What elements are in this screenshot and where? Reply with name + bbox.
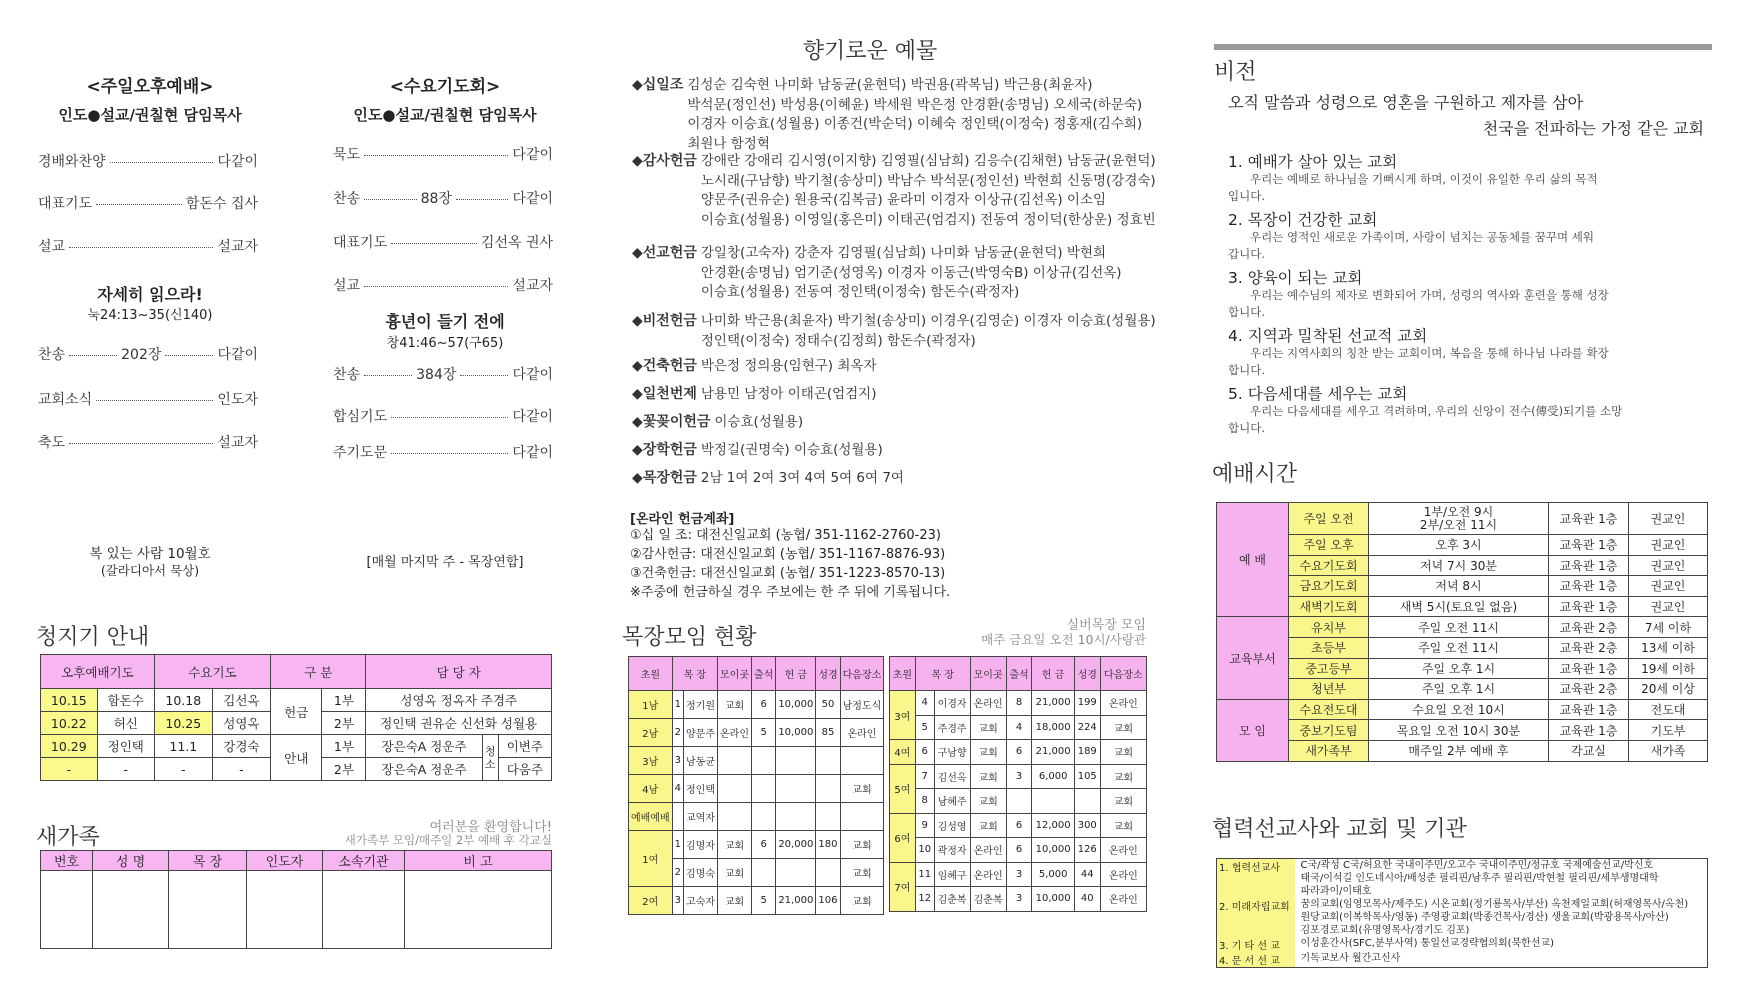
worship-row: 새가족부 매주일 2부 예배 후 각교실 새가족 — [1217, 740, 1708, 761]
vision-item-desc: 우리는 예배로 하나님을 기뻐시게 하며, 이것이 유일한 우리 삶의 목적 — [1250, 172, 1598, 186]
newfamily-title: 새가족 — [36, 825, 100, 850]
offering-label: ◆꽃꽂이헌금 — [632, 414, 711, 430]
blessed-sub: (갈라디아서 묵상) — [100, 563, 200, 578]
offering-names: 나미화 박근용(최윤자) 박기철(송상미) 이경우(김영순) 이경자 이승효(성월용) 정인택(이정숙) 정태수(김정희) 함돈수(곽정자) — [700, 313, 1156, 349]
mokjang-row: 4여 6 구남향 교회 6 21,000 189 교회 — [890, 740, 1147, 765]
offering-item — [632, 385, 876, 405]
vision-line2: 천국을 전파하는 가정 같은 교회 — [1482, 119, 1704, 138]
offering-item — [632, 76, 1142, 154]
offering-label: ◆비전헌금 — [632, 313, 697, 329]
sunday-service-title: <주일오후예배> — [86, 77, 214, 97]
order-row: 합심기도 다같이 — [333, 409, 553, 425]
mokjang-row: 2여 3 고숙자 교회 5 21,000 106 교회 — [629, 887, 884, 915]
cleaning-table: 오후예배기도 수요기도 구 분 담 당 자 10.15 함돈수 10.18 김선옥 헌금 1부 성영옥 정옥자 주경주 10.22 허신 10.25 성영옥 2부 정인택 권유순 신선화 성월용 10.29 정인택 11.1 강경숙 안내 1부 장은숙A 정운주 청소 이변주 - - - - 2부 장은숙A 정운주 다움주 — [40, 654, 552, 781]
order-row: 경배와찬양 다같이 — [38, 154, 258, 170]
wed-service-title: <수요기도회> — [389, 77, 501, 97]
offering-label: ◆건축헌금 — [632, 358, 697, 374]
vision-bar — [1214, 44, 1712, 50]
offering-names: 강일창(고숙자) 강춘자 김영필(심남희) 나미화 남동균(윤현덕) 박현희 안경환(송명님) 엄기준(성영옥) 이경자 이동근(박영숙B) 이상규(김선옥) 이승효(성월용) 전동여 정인택(이정숙) 함돈수(곽정자) — [700, 245, 1122, 300]
mission-row: 4. 문 서 선 교 기독교보사 월간고신사 — [1217, 952, 1708, 968]
offering-item — [632, 312, 1156, 351]
mokjang-title: 목장모임 현황 — [622, 625, 757, 650]
sermon-title: 자세히 읽으라! — [97, 285, 203, 304]
worship-row: 주일 오후 오후 3시 교육관 1층 권교인 — [1217, 535, 1708, 556]
order-row: 교회소식 인도자 — [38, 392, 258, 408]
offering-names: 박정길(권명숙) 이승효(성월용) — [700, 442, 883, 458]
vision-item-heading: 5. 다음세대를 세우는 교회 — [1228, 385, 1408, 403]
worship-row: 중고등부 주일 오후 1시 교육관 1층 19세 이하 — [1217, 658, 1708, 679]
offering-title: 향기로운 예물 — [802, 39, 938, 64]
worship-row: 모 임 수요전도대 수요일 오전 10시 교육관 1층 전도대 — [1217, 699, 1708, 720]
offering-label: ◆감사헌금 — [632, 153, 697, 169]
mission-row: 1. 협력선교사 C국/곽성 C국/허요한 국내이주민/오고수 국내이주민/정규호 국제예술선교/박신호 태국/이석길 인도네시아/배성준 필리핀/남후주 필리핀/박현철 필리핀/세부생명대학 파라과이/이태호 — [1217, 859, 1708, 899]
order-row: 대표기도 함돈수 집사 — [38, 196, 258, 212]
offering-item — [632, 152, 1156, 230]
worship-row: 중보기도팀 목요일 오전 10시 30분 교육관 1층 기도부 — [1217, 720, 1708, 741]
order-row: 찬송 202장 다같이 — [38, 347, 259, 363]
worship-row: 금요기도회 저녁 8시 교육관 1층 권교인 — [1217, 576, 1708, 597]
blessed-title: 복 있는 사람 10월호 — [89, 546, 211, 562]
order-row: 설교 설교자 — [38, 239, 258, 255]
monthly-note: [매월 마지막 주 - 목장연합] — [366, 555, 524, 570]
sermon-ref: 창41:46~57(구65) — [386, 336, 504, 351]
offering-item — [632, 441, 883, 461]
worship-row: 교육부서 유치부 주일 오전 11시 교육관 2층 7세 이하 — [1217, 617, 1708, 638]
vision-item-heading: 4. 지역과 밀착된 선교적 교회 — [1228, 327, 1428, 345]
vision-item-heading: 3. 양육이 되는 교회 — [1228, 269, 1363, 287]
offering-names: 남용민 남정아 이태곤(엄검지) — [700, 386, 877, 402]
order-row: 축도 설교자 — [38, 435, 258, 451]
offering-names: 이승효(성월용) — [714, 414, 804, 430]
offering-item — [632, 469, 904, 489]
offering-item — [632, 244, 1122, 303]
silver-meeting-time: 매주 금요일 오전 10시/사랑관 — [981, 632, 1146, 647]
vision-item-heading: 1. 예배가 살아 있는 교회 — [1228, 153, 1398, 171]
mokjang-row: 3남 3 남동균 — [629, 747, 884, 775]
offering-item — [632, 413, 803, 433]
newfamily-table: 번호 성 명 목 장 인도자 소속기관 비 고 — [40, 850, 552, 949]
vision-item-desc: 우리는 다음세대를 세우고 격려하며, 우리의 신앙이 전수(傳受)되기를 소망 — [1250, 404, 1623, 418]
worship-row: 수요기도회 저녁 7시 30분 교육관 1층 권교인 — [1217, 555, 1708, 576]
order-row: 설교 설교자 — [333, 278, 553, 294]
missions-title: 협력선교사와 교회 및 기관 — [1212, 817, 1467, 842]
mokjang-row: 예배예배 교역자 — [629, 803, 884, 831]
mokjang-row: 7여 11 임혜구 온라인 3 5,000 44 온라인 — [890, 862, 1147, 887]
offering-names: 2남 1여 2여 3여 4여 5여 6여 7여 — [700, 470, 904, 486]
order-row: 주기도문 다같이 — [333, 445, 553, 461]
order-row: 묵도 다같이 — [333, 147, 553, 163]
mokjang-row: 1남 1 정기원 교회 6 10,000 50 남정도식 — [629, 691, 884, 719]
vision-item-desc: 우리는 영적인 새로운 가족이며, 사랑이 넘치는 공동체를 꿈꾸며 세워 — [1250, 230, 1594, 244]
online-accounts: ①십 일 조: 대전신일교회 (농협/ 351-1162-2760-23) ②감사헌금: 대전신일교회 (농협/ 351-1167-8876-93) ③건축헌금: 대전신일교회 (농협/ 351-1223-8570-13) ※주중에 헌금하실 경우 주보에는 한 주 뒤에 기록됩니다. — [630, 528, 951, 600]
mokjang-row: 4남 4 정인택 교회 — [629, 775, 884, 803]
offering-names: 강애란 강애리 김시영(이지향) 김영필(심남희) 김응수(김채현) 남동균(윤현덕) 노시래(구남향) 박기철(송상미) 박남수 박석문(정인선) 박현희 신동명(강경숙) 양문주(권유순) 원용국(김복금) 윤라미 이경자 이상규(김선옥) 이소임 이승효(성월용) 이영일(홍은미) 이태곤(엄검지) 전동여 정이덕(한상운) 정효빈 — [700, 153, 1156, 228]
missions-table — [1216, 858, 1708, 968]
mokjang-table-right: 초원 목 장 모이곳 출석 헌 금 성경 다음장소 3여 4 이경자 온라인 8 21,000 199 온라인 5 주경주 교회 4 18,000 224 교회 4여 6 구남향 교회 6 21,000 189 교회 5여 7 김선옥 교회 3 6,000 105 교회 8 남혜주 교회 교회 6여 9 김성영 교회 6 12,000 300 교회 10 곽정자 온라인 6 10,000 126 온라인 7여 11 임혜구 온라인 3 5,000 44 온라인 12 김춘복 김춘복 3 10,000 40 온라인 — [889, 656, 1147, 912]
mokjang-row: 5여 7 김선옥 교회 3 6,000 105 교회 — [890, 764, 1147, 789]
online-title: [온라인 헌금계좌] — [630, 512, 735, 527]
sermon-ref: 눅24:13~35(신140) — [87, 308, 213, 323]
offering-label: ◆선교헌금 — [632, 245, 697, 261]
sunday-service-leader: 인도●설교/권칠현 담임목사 — [58, 106, 242, 124]
mokjang-row: 10 곽정자 온라인 6 10,000 126 온라인 — [890, 838, 1147, 863]
worship-row: 청년부 주일 오후 1시 교육관 2층 20세 이상 — [1217, 679, 1708, 700]
mokjang-row: 5 주경주 교회 4 18,000 224 교회 — [890, 715, 1147, 740]
mokjang-row: 2 김명숙 교회 교회 — [629, 859, 884, 887]
vision-item-desc: 합니다. — [1228, 421, 1265, 435]
offering-label: ◆장학헌금 — [632, 442, 697, 458]
mokjang-row: 8 남혜주 교회 교회 — [890, 789, 1147, 814]
vision-item-desc: 입니다. — [1228, 189, 1265, 203]
offering-item — [632, 357, 876, 377]
offering-label: ◆일천번제 — [632, 386, 697, 402]
sermon-title: 흉년이 들기 전에 — [385, 312, 505, 331]
cleaning-title: 청지기 안내 — [36, 625, 150, 650]
vision-item-desc: 갑니다. — [1228, 247, 1265, 261]
newfamily-meeting: 새가족부 모임/매주일 2부 예배 후 각교실 — [344, 833, 552, 847]
mokjang-table-left: 초원 목 장 모이곳 출석 헌 금 성경 다음장소 1남 1 정기원 교회 6 10,000 50 남정도식 2남 2 양문주 온라인 5 10,000 85 온라인 3남 3 남동균 4남 4 정인택 교회 예배예배 교역자 1여 1 김명자 교회 6 20,000 180 교회 2 김명숙 교회 교회 2여 3 고숙자 교회 5 21,000 106 교회 — [628, 656, 884, 915]
mokjang-row: 12 김춘복 김춘복 3 10,000 40 온라인 — [890, 887, 1147, 912]
worship-row: 새벽기도회 새벽 5시(토요일 없음) 교육관 1층 권교인 — [1217, 596, 1708, 617]
offering-names: 박은정 정의용(임현구) 최옥자 — [700, 358, 877, 374]
wed-service-leader: 인도●설교/권칠현 담임목사 — [353, 106, 537, 124]
mokjang-row: 2남 2 양문주 온라인 5 10,000 85 온라인 — [629, 719, 884, 747]
mission-row: 3. 기 타 선 교 이성훈간사(SFC,분부사역) 통일선교경략협의회(북한선교) — [1217, 937, 1708, 952]
vision-item-desc: 합니다. — [1228, 305, 1265, 319]
worship-table — [1216, 502, 1708, 762]
offering-label: ◆십일조 — [632, 77, 684, 93]
offering-label: ◆목장헌금 — [632, 470, 697, 486]
welcome-text: 여러분을 환영합니다! — [429, 820, 552, 835]
mokjang-row: 6여 9 김성영 교회 6 12,000 300 교회 — [890, 813, 1147, 838]
vision-line1: 오직 말씀과 성령으로 영혼을 구원하고 제자를 삼아 — [1228, 93, 1584, 112]
offering-names: 김성순 김숙현 나미화 남동균(윤현덕) 박권용(곽복님) 박근용(최윤자) 박석문(정인선) 박성용(이혜윤) 박세원 박은정 안경환(송명님) 오세국(하문숙) 이경자 이승효(성월용) 이종건(박순덕) 이혜숙 정인택(이정숙) 정홍재(김수희) 최원나 함정혁 — [687, 77, 1143, 152]
mission-row: 2. 미래자립교회 꿈의교회(임영모목사/제주도) 시온교회(정기룡목사/부산) 옥천제일교회(허재영목사/옥천) 원당교회(이복학목사/영동) 주영광교회(박종건목사/경산) 생울교회(박광용목사/아산) 김포경로교회(유명영목사/경기도 김포) — [1217, 898, 1708, 937]
worship-row: 초등부 주일 오전 11시 교육관 2층 13세 이하 — [1217, 637, 1708, 658]
order-row: 찬송 88장 다같이 — [333, 191, 554, 207]
worship-row: 예 배 주일 오전 1부/오전 9시 2부/오전 11시 교육관 1층 권교인 — [1217, 503, 1708, 535]
mokjang-row: 1여 1 김명자 교회 6 20,000 180 교회 — [629, 831, 884, 859]
vision-item-desc: 합니다. — [1228, 363, 1265, 377]
vision-item-desc: 우리는 지역사회의 칭찬 받는 교회이며, 복음을 통해 하나님 나라를 확장 — [1250, 346, 1609, 360]
worship-title: 예배시간 — [1212, 462, 1298, 487]
vision-title: 비전 — [1214, 60, 1257, 85]
silver-meeting: 실버목장 모임 — [1066, 618, 1146, 633]
order-row: 찬송 384장 다같이 — [333, 367, 554, 383]
order-row: 대표기도 김선옥 권사 — [333, 235, 553, 251]
mokjang-row: 3여 4 이경자 온라인 8 21,000 199 온라인 — [890, 691, 1147, 716]
vision-item-desc: 우리는 예수님의 제자로 변화되어 가며, 성령의 역사와 훈련을 통해 성장 — [1250, 288, 1609, 302]
vision-item-heading: 2. 목장이 건강한 교회 — [1228, 211, 1378, 229]
